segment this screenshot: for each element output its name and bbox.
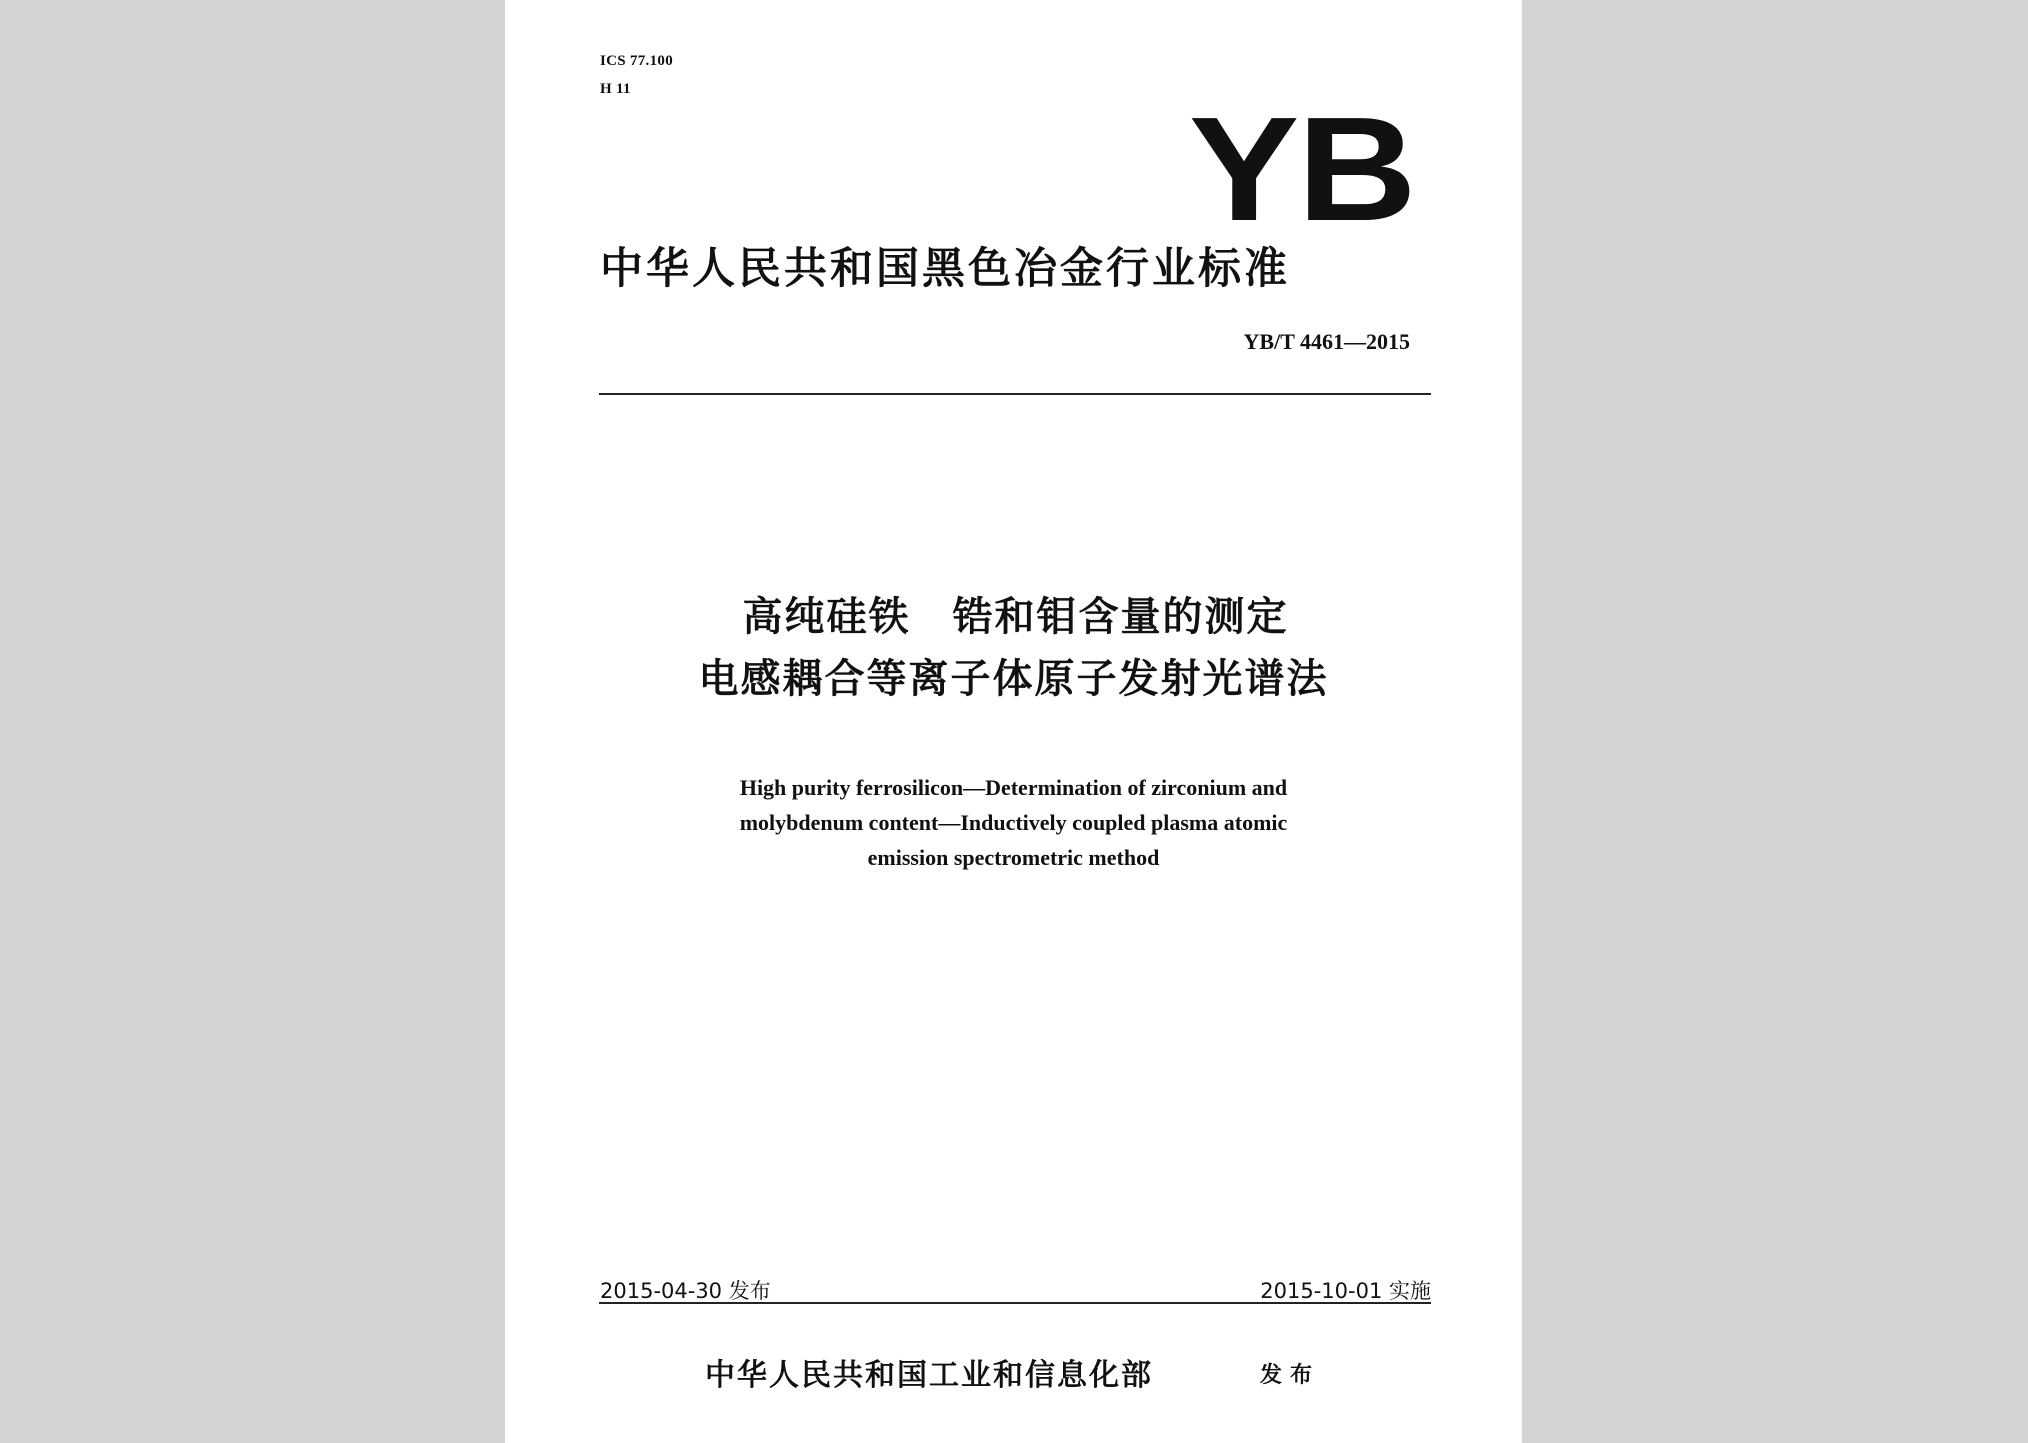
- classification-code: H 11: [600, 81, 631, 97]
- title-english-line-3: emission spectrometric method: [867, 845, 1160, 870]
- title-chinese-line-2: 电感耦合等离子体原子发射光谱法: [698, 656, 1329, 702]
- header-divider: [599, 393, 1431, 395]
- implementation-date: 2015-10-01 实施: [1260, 1279, 1431, 1303]
- title-english-line-1: High purity ferrosilicon—Determination of zirconium and: [739, 775, 1288, 800]
- yb-logo: YB: [1189, 87, 1415, 252]
- standard-number: YB/T 4461—2015: [1243, 329, 1410, 354]
- date-divider: [599, 1302, 1431, 1304]
- publisher-issue-label: 发布: [1260, 1363, 1321, 1388]
- document-page: [505, 0, 1522, 1443]
- title-chinese-line-1: 高纯硅铁 锆和钼含量的测定: [742, 594, 1289, 640]
- title-english-line-2: molybdenum content—Inductively coupled plasma atomic: [739, 810, 1288, 835]
- standard-organization-title: 中华人民共和国黑色冶金行业标准: [600, 244, 1290, 294]
- issue-date: 2015-04-30 发布: [600, 1279, 771, 1303]
- publisher-name: 中华人民共和国工业和信息化部: [705, 1358, 1153, 1393]
- ics-code: ICS 77.100: [600, 53, 674, 69]
